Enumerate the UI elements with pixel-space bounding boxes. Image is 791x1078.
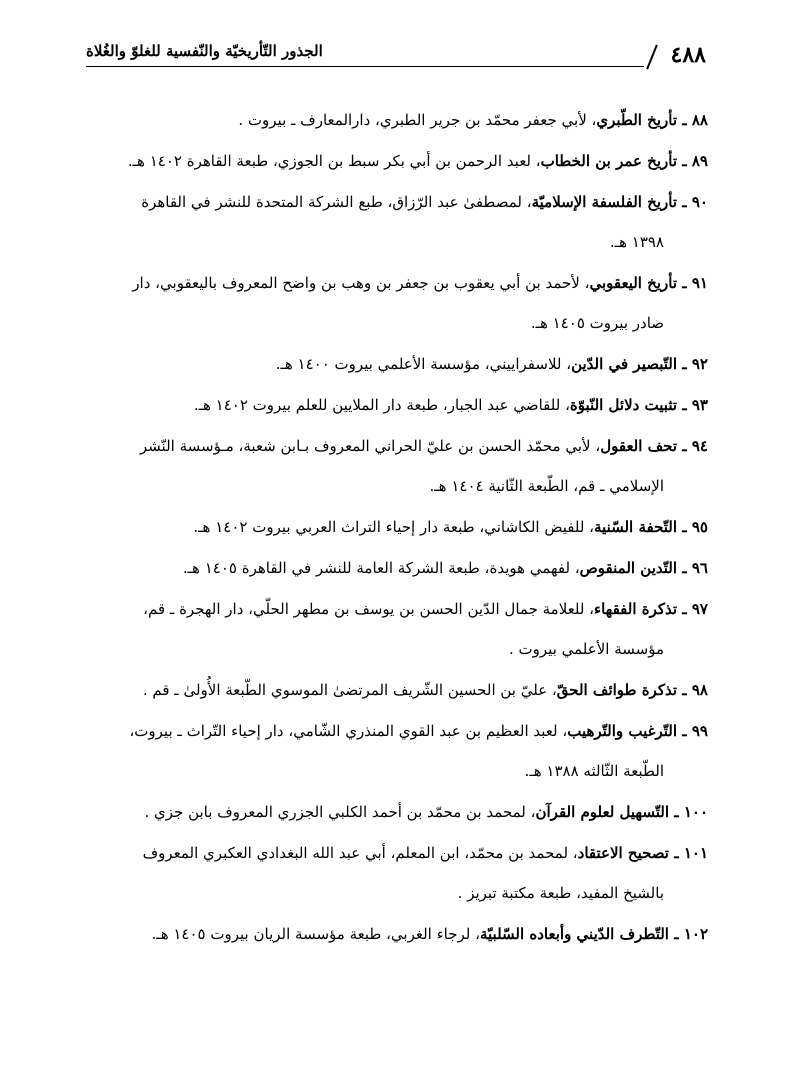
entry-dash: ـ — [668, 803, 684, 821]
entry-number: ٩٢ — [691, 355, 708, 373]
entry-dash: ـ — [677, 274, 692, 292]
entry-details: ، لفهمي هويدة، طبعة الشركة العامة للنشر في القاهرة ١٤٠٥ هـ. — [182, 559, 580, 577]
entry-dash: ـ — [668, 844, 684, 862]
entry-title: التّحفة السّنية — [594, 518, 678, 536]
entry-number: ٩٤ — [691, 437, 708, 455]
entry-title: تذكرة طوائف الحقّ — [556, 681, 678, 699]
entry-title: تأريخ الفلسفة الإسلاميّة — [531, 193, 678, 211]
bibliography-entry — [86, 670, 708, 710]
entry-details: ، لأحمد بن أبي يعقوب بن جعفر بن وهب بن واضح المعروف باليعقوبي، دار — [132, 274, 590, 292]
entry-title: تذكرة الفقهاء — [594, 600, 678, 618]
entry-number: ١٠٠ — [683, 803, 708, 821]
header-slash-divider — [646, 45, 657, 70]
entry-continuation: صادر بيروت ١٤٠٥ هـ. — [530, 314, 664, 332]
entry-title: تحف العقول — [600, 437, 678, 455]
entry-title: تصحيح الاعتقاد — [577, 844, 669, 862]
bibliography-entry — [86, 141, 708, 181]
entry-title: تثبيت دلائل النّبوّة — [569, 396, 678, 414]
entry-details: ، للعلامة جمال الدّين الحسن بن يوسف بن مطهر الحلّي، دار الهجرة ـ قم، — [143, 600, 595, 618]
entry-number: ١٠١ — [683, 844, 708, 862]
entry-title: التّسهيل لعلوم القرآن — [535, 803, 669, 821]
entry-number: ٩٨ — [691, 681, 708, 699]
bibliography-entry — [86, 589, 708, 669]
entry-dash: ـ — [668, 925, 684, 943]
running-title: الجذور التّأريخيّة والنّفسية للغلوّ والغُلاة — [86, 42, 323, 60]
bibliography-entry — [86, 263, 708, 343]
entry-title: التّطرف الدّيني وأبعاده السّلبيّة — [479, 925, 669, 943]
entry-dash: ـ — [677, 437, 692, 455]
entry-details: ، لأبي محمّد الحسن بن عليّ الحراني المعروف بـابن شعبة، مـؤسسة النّشر — [139, 437, 601, 455]
entry-continuation: مؤسسة الأعلمي بيروت . — [508, 640, 664, 658]
entry-title: تأريخ عمر بن الخطاب — [540, 152, 678, 170]
entry-dash: ـ — [677, 396, 692, 414]
bibliography-entry — [86, 548, 708, 588]
entry-title: التّدين المنقوص — [579, 559, 678, 577]
entry-number: ٩١ — [691, 274, 708, 292]
entry-continuation: الطّبعة الثّالثه ١٣٨٨ هـ. — [524, 762, 664, 780]
entry-title: التّبصير في الدّين — [571, 355, 678, 373]
entry-number: ٩٦ — [691, 559, 708, 577]
entry-continuation: بالشيخ المفيد، طبعة مكتبة تبريز . — [457, 884, 664, 902]
bibliography-entry — [86, 385, 708, 425]
bibliography-entry — [86, 833, 708, 913]
entry-dash: ـ — [677, 193, 692, 211]
entry-continuation: الإسلامي ـ قم، الطّبعة الثّانية ١٤٠٤ هـ. — [429, 477, 664, 495]
entry-title: التّرغيب والتّرهيب — [567, 722, 678, 740]
entry-title: تأريخ اليعقوبي — [589, 274, 678, 292]
entry-details: ، لمصطفىٰ عبد الرّزاق، طبع الشركة المتحدة للنشر في القاهرة — [141, 193, 532, 211]
entry-dash: ـ — [677, 681, 692, 699]
entry-number: ٩٣ — [691, 396, 708, 414]
page-number: ٤٨٨ — [670, 42, 706, 68]
bibliography-entry — [86, 100, 708, 140]
entry-number: ٩٠ — [691, 193, 708, 211]
entry-dash: ـ — [677, 355, 692, 373]
entry-details: ، للاسفراييني، مؤسسة الأعلمي بيروت ١٤٠٠ هـ. — [275, 355, 572, 373]
entry-dash: ـ — [677, 722, 692, 740]
entry-details: ، للفيض الكاشاني، طبعة دار إحياء التراث العربي بيروت ١٤٠٢ هـ. — [193, 518, 595, 536]
entry-dash: ـ — [677, 518, 692, 536]
bibliography-list — [86, 100, 708, 955]
bibliography-entry — [86, 914, 708, 954]
entry-dash: ـ — [677, 600, 692, 618]
bibliography-entry — [86, 426, 708, 506]
entry-details: ، لعبد العظيم بن عبد القوي المنذري الشّامي، دار إحياء التّراث ـ بيروت، — [129, 722, 568, 740]
bibliography-entry — [86, 182, 708, 262]
bibliography-entry — [86, 344, 708, 384]
entry-number: ٨٨ — [691, 111, 708, 129]
entry-continuation: ١٣٩٨ هـ. — [609, 233, 664, 251]
bibliography-entry — [86, 507, 708, 547]
entry-details: ، لرجاء الغربي، طبعة مؤسسة الريان بيروت ١٤٠٥ هـ. — [151, 925, 480, 943]
entry-dash: ـ — [677, 111, 692, 129]
entry-number: ٩٧ — [691, 600, 708, 618]
header-rule — [86, 66, 644, 67]
entry-details: ، لمحمد بن محمّد، ابن المعلم، أبي عبد الله البغدادي العكبري المعروف — [142, 844, 578, 862]
bibliography-entry — [86, 711, 708, 791]
entry-number: ٩٩ — [691, 722, 708, 740]
entry-details: ، لمحمد بن محمّد بن أحمد الكلبي الجزري المعروف بابن جزي . — [144, 803, 536, 821]
entry-dash: ـ — [677, 152, 692, 170]
entry-dash: ـ — [677, 559, 692, 577]
entry-details: ، لعبد الرحمن بن أبي بكر سبط بن الجوزي، طبعة القاهرة ١٤٠٢ هـ. — [127, 152, 541, 170]
entry-details: ، للقاضي عبد الجبار، طبعة دار الملايين للعلم بيروت ١٤٠٢ هـ. — [193, 396, 570, 414]
entry-number: ٨٩ — [691, 152, 708, 170]
entry-number: ١٠٢ — [683, 925, 708, 943]
page-header — [86, 40, 706, 76]
entry-title: تأريخ الطّبري — [596, 111, 678, 129]
entry-details: ، لأبي جعفر محمّد بن جرير الطبري، دارالمعارف ـ بيروت . — [238, 111, 597, 129]
bibliography-entry — [86, 792, 708, 832]
entry-number: ٩٥ — [691, 518, 708, 536]
entry-details: ، عليّ بن الحسين الشّريف المرتضىٰ الموسوي الطّبعة الأُولىٰ ـ قم . — [142, 681, 557, 699]
